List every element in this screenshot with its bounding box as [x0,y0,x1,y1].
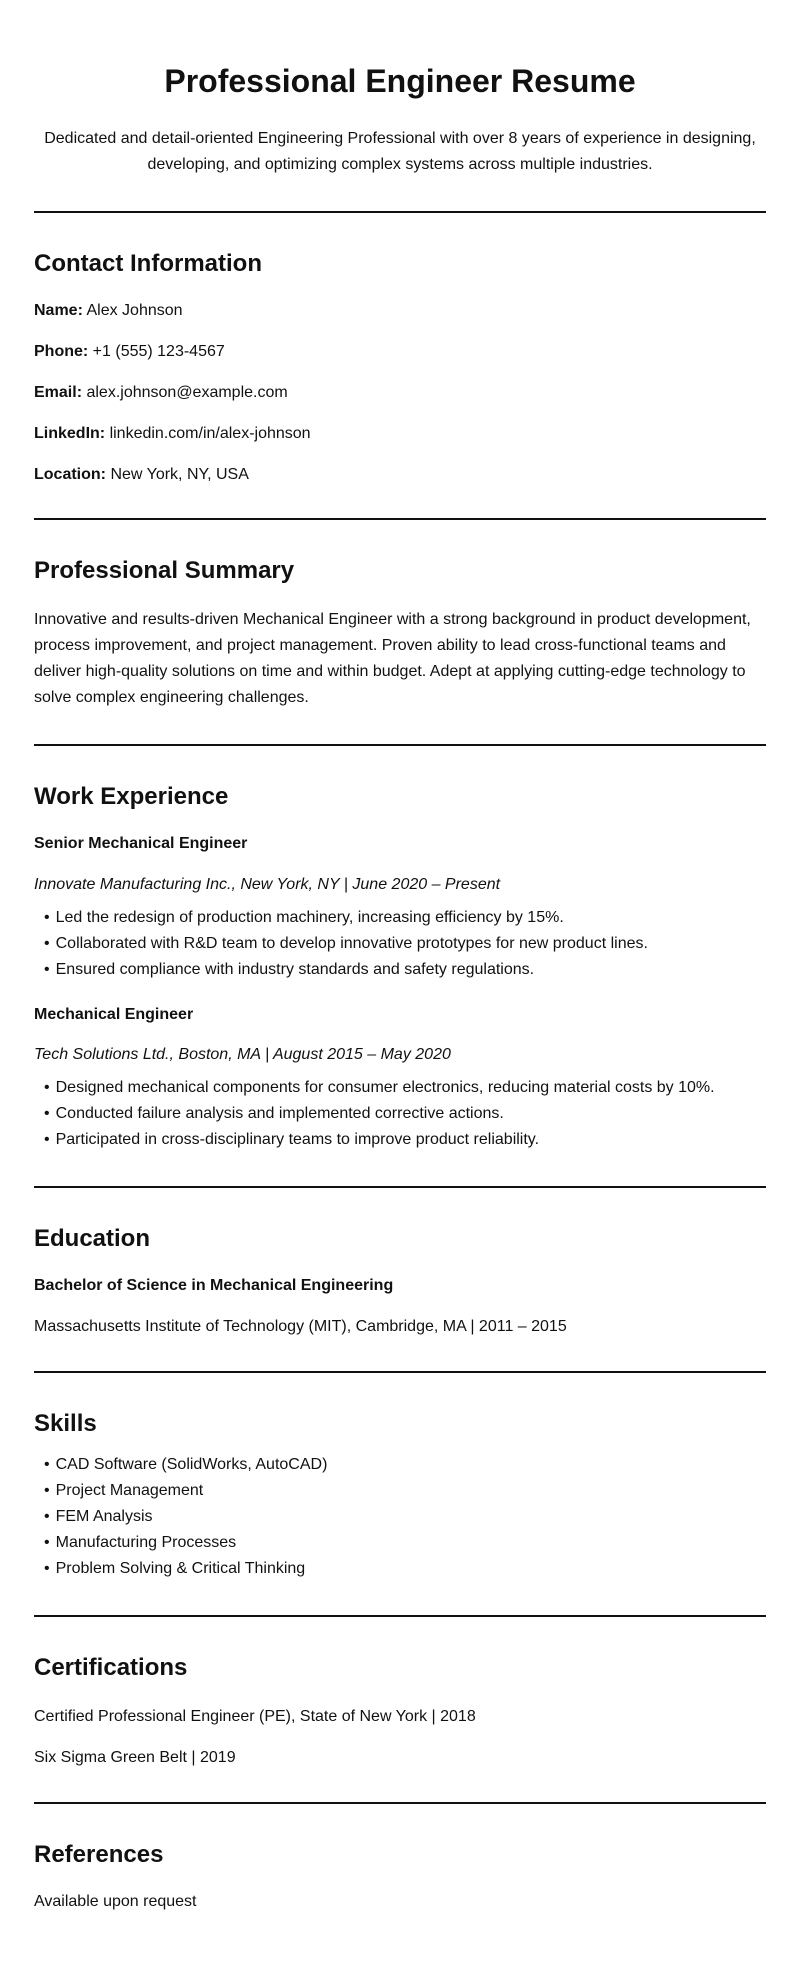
contact-value: alex.johnson@example.com [86,383,288,401]
section-divider [34,518,766,520]
contact-value: New York, NY, USA [110,465,249,483]
section-divider [34,1186,766,1188]
job-bullets [34,1075,766,1153]
list-item: • Collaborated with R&D team to develop innovative prototypes for new product lines. [44,931,766,957]
education-school: Massachusetts Institute of Technology (MIT), Cambridge, MA | 2011 – 2015 [34,1317,567,1335]
education-degree: Bachelor of Science in Mechanical Engineering [34,1276,394,1294]
contact-label: Email: [34,383,83,401]
contact-location [34,465,766,486]
list-item: • Conducted failure analysis and implemented corrective actions. [44,1101,766,1127]
contact-label: Name: [34,302,83,320]
intro-text: Dedicated and detail-oriented Engineering Professional with over 8 years of experience in designing, developing, and optimizing complex systems across multiple industries. [44,130,756,173]
section-divider [34,744,766,746]
contact-value: linkedin.com/in/alex-johnson [109,424,311,442]
experience-heading: Work Experience [34,783,229,811]
contact-email [34,383,766,404]
education-section [34,1225,766,1337]
contact-linkedin [34,424,766,445]
experience-section [34,783,766,1153]
references-text: Available upon request [34,1892,197,1910]
skills-heading: Skills [34,1409,97,1437]
page-title: Professional Engineer Resume [164,63,636,99]
skills-list [34,1452,766,1582]
list-item: • Problem Solving & Critical Thinking [44,1556,766,1582]
contact-section [34,250,766,486]
list-item: • Project Management [44,1478,766,1504]
contact-value: +1 (555) 123-4567 [92,343,225,361]
job-bullets [34,905,766,983]
list-item: • CAD Software (SolidWorks, AutoCAD) [44,1452,766,1478]
skills-section [34,1410,766,1583]
contact-phone [34,342,766,363]
job-title: Mechanical Engineer [34,1005,194,1023]
certification-item: Six Sigma Green Belt | 2019 [34,1748,236,1766]
section-divider [34,1802,766,1804]
job-title: Senior Mechanical Engineer [34,834,248,852]
references-heading: References [34,1840,164,1868]
job-entry [34,834,766,983]
contact-label: Location: [34,465,106,483]
list-item: • Led the redesign of production machinery, increasing efficiency by 15%. [44,905,766,931]
section-divider [34,1371,766,1373]
contact-label: Phone: [34,343,89,361]
summary-section [34,557,766,711]
list-item: • Designed mechanical components for consumer electronics, reducing material costs by 10%. [44,1075,766,1101]
certifications-section [34,1654,766,1768]
list-item: • Manufacturing Processes [44,1530,766,1556]
list-item: • Ensured compliance with industry standards and safety regulations. [44,957,766,983]
summary-text: Innovative and results-driven Mechanical Engineer with a strong background in product development, process improvement, and project management. Proven ability to lead cross-functional teams and deliver high-quality solutions on time and within budget. Adept at applying cutting-edge technology to solve complex engineering challenges. [34,611,751,707]
section-divider [34,211,766,213]
education-heading: Education [34,1225,151,1253]
section-divider [34,1615,766,1617]
certification-item: Certified Professional Engineer (PE), State of New York | 2018 [34,1708,476,1726]
job-entry [34,1005,766,1154]
contact-heading: Contact Information [34,249,262,277]
contact-value: Alex Johnson [86,302,183,320]
certifications-heading: Certifications [34,1654,188,1682]
job-meta: Tech Solutions Ltd., Boston, MA | August 2015 – May 2020 [34,1046,451,1064]
list-item: • Participated in cross-disciplinary teams to improve product reliability. [44,1127,766,1153]
references-section [34,1841,766,1913]
list-item: • FEM Analysis [44,1504,766,1530]
summary-heading: Professional Summary [34,557,295,585]
contact-name [34,301,766,322]
contact-label: LinkedIn: [34,424,106,442]
job-meta: Innovate Manufacturing Inc., New York, NY | June 2020 – Present [34,875,501,893]
